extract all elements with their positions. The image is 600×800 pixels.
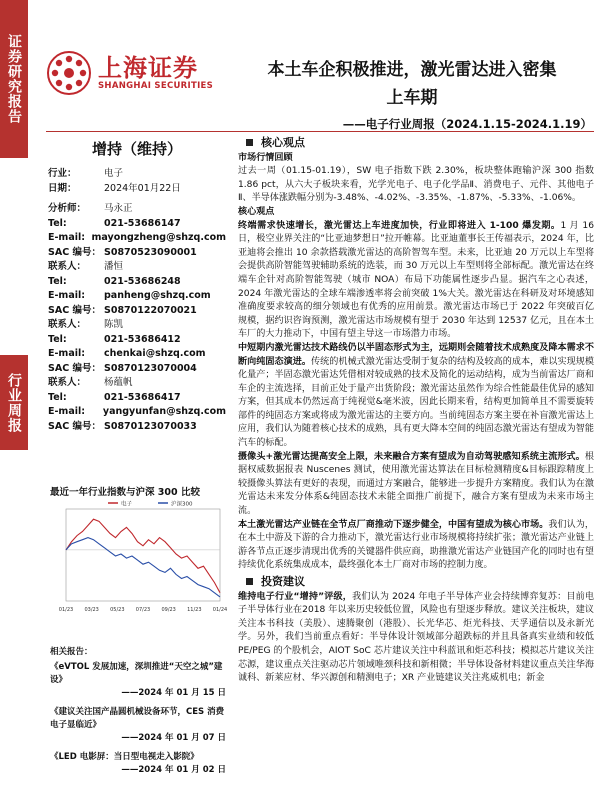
analyst-label: E-mail:: [48, 232, 86, 243]
section-invest-title: 投资建议: [261, 575, 305, 588]
paragraph-1-lead: 终端需求快速增长，激光雷达上车进度加快，行业即将进入 1-100 爆发期。: [238, 220, 561, 231]
analyst-row: [48, 275, 226, 290]
related-report-date: ——2024 年 01 月 07 日: [121, 733, 226, 743]
square-bullet-icon: [246, 578, 253, 585]
analyst-value: 杨蕴帆: [104, 377, 133, 388]
index-comparison-chart: [48, 497, 228, 621]
analyst-value: S0870523090001: [104, 246, 197, 258]
legend-label-0: 电子: [121, 501, 133, 508]
analyst-row: [48, 202, 226, 217]
logo-name-cn: 上海证券: [98, 54, 198, 82]
paragraph-5-text: 我们认为 2024 年电子半导体产业会持续博弈复苏：目前电子半导体行业在2018 年以来历史较低位置，风险也有望逐步释放。建议关注板块，建议关注本书科技（美股）、速腾聚创（港股）、长光华芯、炬光科技、天孚通信以及永新光学。另外，我们当前重点看好：半导体设计领域部分超跌标的并且具备真实业绩和较低 PE/PEG 的个股机会，AIOT SoC 芯片建议关注中科蓝讯和炬芯科技；模拟芯片建议关注芯源，建议重点关注驱动芯片领域唯颈科技和新相微；半导体设备材料建议重点关注华海诚科、新莱应材、华兴源创和精测电子；XR 产业链建议关注兆威机电；新金: [238, 591, 594, 684]
x-tick-label: 03/23: [84, 607, 99, 613]
analyst-row: [48, 405, 226, 420]
paragraph-4-lead: 本土激光雷达产业链在全节点厂商推动下逐步健全，中国有望成为核心市场。: [238, 519, 549, 530]
analyst-row: [48, 231, 226, 246]
x-tick-label: 01/24: [212, 607, 228, 613]
series-line-0: [66, 519, 220, 593]
analyst-label: SAC 编号：: [48, 304, 101, 316]
analyst-row: [48, 260, 226, 275]
legend-label-1: 沪深300: [171, 501, 193, 508]
analyst-row: [48, 376, 226, 391]
analyst-row: [48, 420, 226, 435]
x-tick-label: 11/23: [187, 607, 202, 613]
analyst-row: [48, 333, 226, 348]
related-report-title: 《LED 电影屏：当日型电视走入影院》: [50, 752, 199, 762]
chart-title: 最近一年行业指数与沪深 300 比较: [50, 487, 200, 498]
sidebar: [0, 0, 28, 800]
paragraph-2-text: 传统的机械式激光雷达受制于复杂的结构及较高的成本，难以实现规模化量产；半固态激光雷达凭借相对较成熟的技术及简化的运动结构，成为当前雷达厂商和车企的主流选择，目前正处于量产出货阶段；激光雷达虽然作为综合性能最佳优异的感知方案，但其成本仍然远高于纯视觉&毫米波，因此长期来看，结构更加简单且不需要旋转部件的纯固态方案或将成为激光雷达的主要方向。当前纯固态方案主要在补盲激光雷达上应用，我们认为随着核心技术的成熟，具有更大降本空间的纯固态激光雷达有望成为智能汽车的标配。: [238, 356, 594, 449]
analyst-value: S0870123070004: [104, 362, 197, 374]
analyst-row: [48, 217, 226, 232]
analyst-label: Tel:: [48, 391, 67, 403]
analyst-label: E-mail:: [48, 406, 86, 417]
meta-value: 电子: [104, 168, 124, 179]
analyst-value: S0870122070021: [104, 304, 197, 316]
logo-name-en: SHANGHAI SECURITIES: [98, 81, 214, 91]
header-rule: [46, 131, 594, 132]
x-tick-label: 01/23: [58, 607, 74, 613]
core-sub-title: 核心观点: [238, 206, 275, 217]
rating: 增持（维持）: [91, 140, 182, 158]
analyst-label: 分析师：: [48, 203, 87, 214]
related-report-title: 《eVTOL 发展加速，深圳推进“天空之城”建设》: [50, 662, 223, 685]
analyst-row: [48, 391, 226, 406]
analyst-row: [48, 347, 226, 362]
report-subtitle: ——电子行业周报（2024.1.15-2024.1.19）: [342, 117, 592, 131]
analyst-value: 陈凯: [104, 319, 124, 330]
meta-value: 2024年01月22日: [104, 182, 181, 194]
section-core: [238, 136, 594, 150]
related-report-date: ——2024 年 01 月 15 日: [121, 688, 226, 698]
analyst-value: 021-53686147: [104, 217, 181, 229]
paragraph-3: [238, 451, 594, 519]
analyst-label: SAC 编号：: [48, 246, 101, 258]
analyst-block: [48, 202, 226, 434]
logo-emblem-icon: [46, 50, 92, 96]
x-tick-label: 09/23: [161, 607, 176, 613]
paragraph-4: [238, 519, 594, 573]
main-content: [238, 134, 594, 686]
paragraph-2: [238, 342, 594, 451]
report-title-line1: 本土车企积极推进，激光雷达进入密集: [267, 60, 557, 80]
paragraph-1: [238, 220, 594, 342]
analyst-row: [48, 246, 226, 261]
analyst-label: E-mail:: [48, 348, 86, 359]
meta-row: [48, 167, 226, 182]
analyst-label: Tel:: [48, 217, 67, 229]
related-reports: [50, 645, 226, 783]
info-column: [48, 134, 226, 434]
analyst-value: 021-53686417: [104, 391, 181, 403]
analyst-label: 联系人：: [48, 377, 87, 388]
plot-frame: [66, 509, 220, 601]
paragraph-4-text: 我们认为，在本土中游及下游的合力推动下，激光雷达行业市场规模将持续扩张；激光雷达产业链上游各节点正逐步清现出优秀的关键器件供应商，助推激光雷达产业链国产化的同时也有望持续优化系统集成成本，最终强化本土厂商对市场的控制力度。: [238, 519, 594, 571]
report-title-line2: 上车期: [386, 88, 438, 108]
analyst-label: SAC 编号：: [48, 362, 101, 374]
report-title: [232, 56, 592, 112]
x-tick-label: 07/23: [135, 607, 151, 613]
paragraph-3-lead: 摄像头+激光雷达提高安全上限，未来融合方案有望成为自动驾驶感知系统主流形式。: [238, 451, 585, 462]
meta-row: [48, 182, 226, 197]
sidebar-report-type: 证券研究报告: [0, 0, 28, 158]
analyst-value: 021-53686248: [104, 275, 181, 287]
analyst-value: 021-53686412: [104, 333, 181, 345]
related-report-date: ——2024 年 01 月 02 日: [121, 765, 226, 775]
analyst-label: Tel:: [48, 333, 67, 345]
analyst-value: mayongzheng@shzq.com: [91, 232, 226, 243]
sidebar-category: 行业周报: [0, 355, 28, 450]
analyst-label: 联系人：: [48, 261, 87, 272]
square-bullet-icon: [246, 139, 253, 146]
analyst-label: 联系人：: [48, 319, 87, 330]
related-report-title: 《建议关注国产晶圆机械设备环节，CES 消费电子显临近》: [50, 707, 225, 730]
x-tick-label: 05/23: [110, 607, 125, 613]
section-core-title: 核心观点: [261, 136, 305, 149]
analyst-label: Tel:: [48, 275, 67, 287]
paragraph-5-lead: 维持电子行业“增持”评级，: [238, 591, 353, 602]
meta-block: [48, 167, 226, 196]
analyst-value: 马永正: [104, 203, 133, 214]
related-heading: 相关报告：: [50, 647, 93, 657]
analyst-label: SAC 编号：: [48, 420, 101, 432]
market-review-text: 过去一周（01.15-01.19），SW 电子指数下跌 2.30%，板块整体跑输沪深 300 指数 1.86 pct，从六大子板块来看，光学光电子、电子化学品Ⅱ、消费电子、元件、其他电子Ⅱ、半导体涨跌幅分别为-3.48%、-4.02%、-3.35%、-1.87%、-5.33%、-1.06%。: [238, 166, 594, 204]
meta-label: 行业：: [48, 168, 77, 179]
paragraph-5: [238, 591, 594, 686]
analyst-value: yangyunfan@shzq.com: [102, 406, 226, 417]
paragraph-3-text: 根据权威数据报表 Nuscenes 测试，使用激光雷达算法在目标检测精度&目标跟踪精度上较摄像头算法有更好的表现，而通过方案融合，能够进一步提升方案精度。我们认为在激光雷达未来发分体系&纯固态技术未能全面推广前提下，融合方案有望成为未来市场主流。: [238, 451, 594, 517]
analyst-label: E-mail:: [48, 290, 86, 301]
analyst-value: panheng@shzq.com: [104, 290, 211, 301]
analyst-row: [48, 289, 226, 304]
analyst-row: [48, 318, 226, 333]
meta-label: 日期：: [48, 182, 77, 194]
analyst-value: S0870123070033: [104, 420, 197, 432]
analyst-value: chenkai@shzq.com: [104, 348, 206, 359]
analyst-value: 潘恒: [104, 261, 124, 272]
paragraph-2-lead: 中短期内激光雷达技术路线仍以半固态形式为主，远期则会随着技术成熟度及降本需求不断向纯固态演进。: [238, 342, 594, 367]
section-invest: [238, 575, 594, 589]
analyst-row: [48, 304, 226, 319]
company-logo: [46, 50, 213, 96]
analyst-row: [48, 362, 226, 377]
paragraph-1-text: 1 月 16 日，极空业界关注的“比亚迪梦想日”拉开帷幕。比亚迪董事长王传福表示，2024 年，比亚迪将会推出 10 余款搭载激光雷达的高阶智驾车型。未来，比亚迪 20 万元以上车型将会提供高阶智能驾驶辅助系统的选装，而 30 万元以上车型则将全部标配。激光雷达在终端车企针对高阶智能驾驶（城市 NOA）布局下功能属性逐步凸显。据汽车之心表述，2024 年激光雷达的全球车端渗透率将会前突破 1%大关。激光雷达在科研及对环境感知准确度要求较高的细分领域也有优秀的应用前景。激光雷达市场已于 2022 年突破百亿规模，据约识咨询预测，激光雷达市场规模有望于 2030 年达到 12537 亿元，且在本土车厂的大力推动下，中国有望主导这一市场潜力市场。: [238, 220, 595, 340]
market-review-title: 市场行情回顾: [238, 152, 293, 163]
